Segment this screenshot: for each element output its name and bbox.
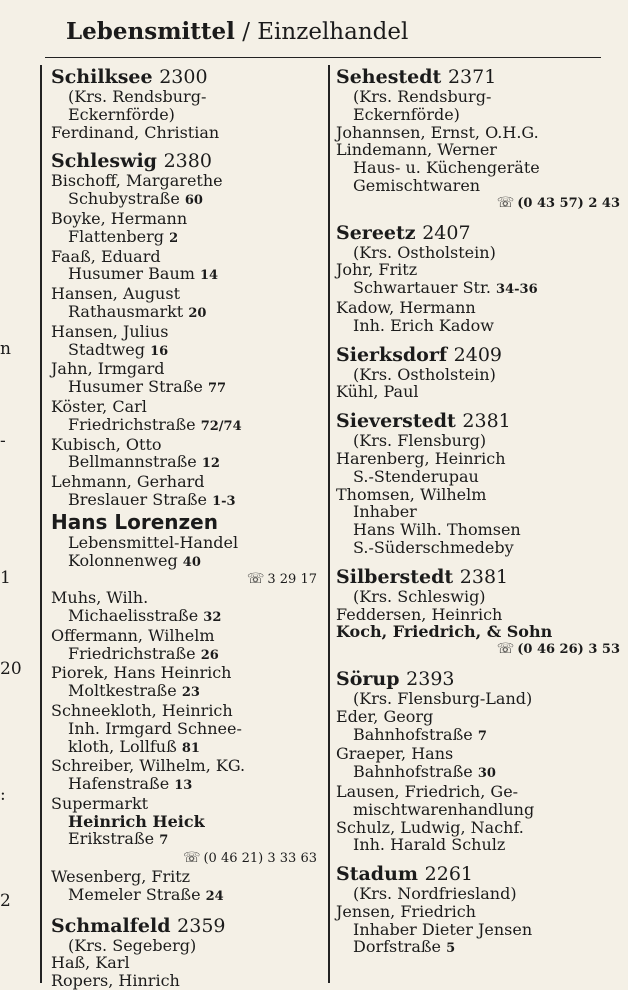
- column-divider-left: [40, 65, 42, 983]
- district: Eckernförde): [68, 104, 175, 124]
- entry-name: Faaß, Eduard: [51, 246, 161, 266]
- entry-name: Haß, Karl: [51, 953, 130, 973]
- town-heading: Sörup 2393: [336, 667, 455, 690]
- entry-name: Bischoff, Margarethe: [51, 171, 223, 191]
- header-title-rest: / Einzelhandel: [234, 19, 409, 45]
- entry-address: Kolonnenweg 40: [68, 550, 201, 570]
- district: (Krs. Ostholstein): [353, 242, 496, 262]
- entry-description: Inh. Harald Schulz: [353, 835, 506, 855]
- entry-name: Jensen, Friedrich: [336, 901, 476, 921]
- page-header: [66, 18, 408, 45]
- entry-name: Johr, Fritz: [336, 260, 418, 280]
- entry-address: Friedrichstraße 26: [68, 643, 219, 663]
- entry-address: Moltkestraße 23: [68, 681, 200, 701]
- district: (Krs. Rendsburg-: [353, 87, 492, 106]
- entry-address: Dorfstraße 5: [353, 937, 456, 957]
- district: (Krs. Flensburg-Land): [353, 688, 533, 708]
- district: (Krs. Flensburg): [353, 431, 487, 451]
- entry-address: Erikstraße 7: [68, 829, 169, 849]
- entry-description: Gemischtwaren: [353, 175, 481, 195]
- entry-name: Johannsen, Ernst, O.H.G.: [336, 122, 539, 142]
- entry-owner: Heinrich Heick: [68, 811, 205, 831]
- district: (Krs. Schleswig): [353, 586, 486, 606]
- entry-phone: ☏ (0 46 26) 3 53: [496, 641, 620, 658]
- entry-phone: ☏ (0 46 21) 3 33 63: [182, 850, 317, 867]
- entry-name: Hansen, August: [51, 284, 180, 304]
- town-heading: Sereetz 2407: [336, 221, 471, 244]
- entry-description: Inh. Erich Kadow: [353, 315, 494, 335]
- header-rule: [45, 57, 601, 58]
- entry-description: Inhaber: [353, 502, 417, 522]
- entry-name: Hansen, Julius: [51, 321, 169, 341]
- town-heading: Silberstedt 2381: [336, 565, 509, 588]
- edge-fragment: 1: [0, 568, 11, 588]
- entry-address: Schubystraße 60: [68, 189, 203, 209]
- district: (Krs. Ostholstein): [353, 364, 496, 384]
- entry-address: Stadtweg 16: [68, 339, 169, 359]
- entry-name: Feddersen, Heinrich: [336, 604, 503, 624]
- entry-description: Haus- u. Küchengeräte: [353, 158, 540, 178]
- left-column: [51, 66, 323, 990]
- entry-address: kloth, Lollfuß 81: [68, 736, 200, 756]
- entry-name: Lindemann, Werner: [336, 140, 497, 160]
- town-heading: Stadum 2261: [336, 863, 473, 886]
- town-heading: Sieverstedt 2381: [336, 410, 511, 433]
- telephone-icon: ☏: [246, 571, 265, 588]
- entry-name: Koch, Friedrich, & Sohn: [336, 622, 553, 642]
- entry-name: Piorek, Hans Heinrich: [51, 663, 232, 683]
- telephone-icon: ☏: [496, 194, 515, 211]
- town-heading: Schleswig 2380: [51, 150, 212, 173]
- entry-name: Lausen, Friedrich, Ge-: [336, 781, 519, 801]
- entry-name: Kubisch, Otto: [51, 434, 162, 454]
- entry-name: Schreiber, Wilhelm, KG.: [51, 756, 246, 776]
- entry-name: Muhs, Wilh.: [51, 588, 149, 608]
- edge-fragment: 20: [0, 659, 22, 679]
- town-heading: Schilksee 2300: [51, 66, 208, 88]
- entry-name: Kühl, Paul: [336, 382, 419, 402]
- column-divider-right: [328, 65, 330, 983]
- entry-name: Supermarkt: [51, 793, 149, 813]
- entry-description: Inh. Irmgard Schnee-: [68, 718, 242, 738]
- entry-name: Graeper, Hans: [336, 744, 454, 764]
- entry-phone: ☏ (0 43 57) 2 43: [496, 194, 620, 211]
- entry-name: Schulz, Ludwig, Nachf.: [336, 817, 524, 837]
- entry-name: Schneekloth, Heinrich: [51, 700, 233, 720]
- entry-name: Boyke, Hermann: [51, 208, 188, 228]
- district: (Krs. Rendsburg-: [68, 87, 207, 106]
- entry-description: Inhaber Dieter Jensen: [353, 919, 533, 939]
- entry-address: Flattenberg 2: [68, 226, 179, 246]
- entry-name-highlight: Hans Lorenzen: [51, 509, 218, 534]
- telephone-icon: ☏: [496, 641, 515, 658]
- entry-address: Rathausmarkt 20: [68, 301, 207, 321]
- entry-name: Harenberg, Heinrich: [336, 448, 506, 468]
- telephone-icon: ☏: [182, 850, 201, 867]
- entry-address: Bahnhofstraße 30: [353, 762, 496, 782]
- entry-address: Hafenstraße 13: [68, 774, 193, 794]
- entry-address: Husumer Straße 77: [68, 377, 227, 397]
- entry-name: Thomsen, Wilhelm: [336, 484, 487, 504]
- edge-fragment: -: [0, 431, 6, 451]
- entry-address: S.-Stenderupau: [353, 466, 479, 486]
- entry-name: Lehmann, Gerhard: [51, 472, 205, 492]
- entry-name: Ropers, Hinrich: [51, 971, 180, 990]
- entry-phone: ☏ 3 29 17: [246, 571, 317, 588]
- district: (Krs. Segeberg): [68, 935, 197, 955]
- edge-fragment: n: [0, 339, 11, 359]
- entry-address: Memeler Straße 24: [68, 884, 224, 904]
- district: Eckernförde): [353, 104, 460, 124]
- entry-address: Michaelisstraße 32: [68, 605, 222, 625]
- entry-name: Offermann, Wilhelm: [51, 625, 215, 645]
- entry-address: Schwartauer Str. 34-36: [353, 278, 538, 298]
- entry-address: Husumer Baum 14: [68, 264, 219, 284]
- town-heading: Sierksdorf 2409: [336, 343, 503, 366]
- entry-address: Bellmannstraße 12: [68, 452, 220, 472]
- entry-address: Breslauer Straße 1-3: [68, 489, 236, 509]
- entry-name: Wesenberg, Fritz: [51, 867, 191, 887]
- entry-description: Lebensmittel-Handel: [68, 532, 239, 552]
- entry-name: Eder, Georg: [336, 706, 434, 726]
- edge-fragment: :: [0, 785, 6, 805]
- edge-fragment: 2: [0, 891, 11, 911]
- entry-description: mischtwarenhandlung: [353, 799, 535, 819]
- entry-name: Jahn, Irmgard: [51, 359, 165, 379]
- town-heading: Schmalfeld 2359: [51, 914, 226, 937]
- entry-address: S.-Süderschmedeby: [353, 537, 514, 557]
- entry-name: Ferdinand, Christian: [51, 122, 220, 142]
- entry-address: Bahnhofstraße 7: [353, 724, 487, 744]
- entry-name: Köster, Carl: [51, 396, 147, 416]
- entry-address: Friedrichstraße 72/74: [68, 414, 242, 434]
- district: (Krs. Nordfriesland): [353, 884, 517, 904]
- town-heading: Sehestedt 2371: [336, 66, 497, 88]
- entry-name: Kadow, Hermann: [336, 297, 476, 317]
- entry-description: Hans Wilh. Thomsen: [353, 520, 521, 540]
- header-title-bold: Lebensmittel: [66, 18, 235, 45]
- right-column: [336, 66, 626, 958]
